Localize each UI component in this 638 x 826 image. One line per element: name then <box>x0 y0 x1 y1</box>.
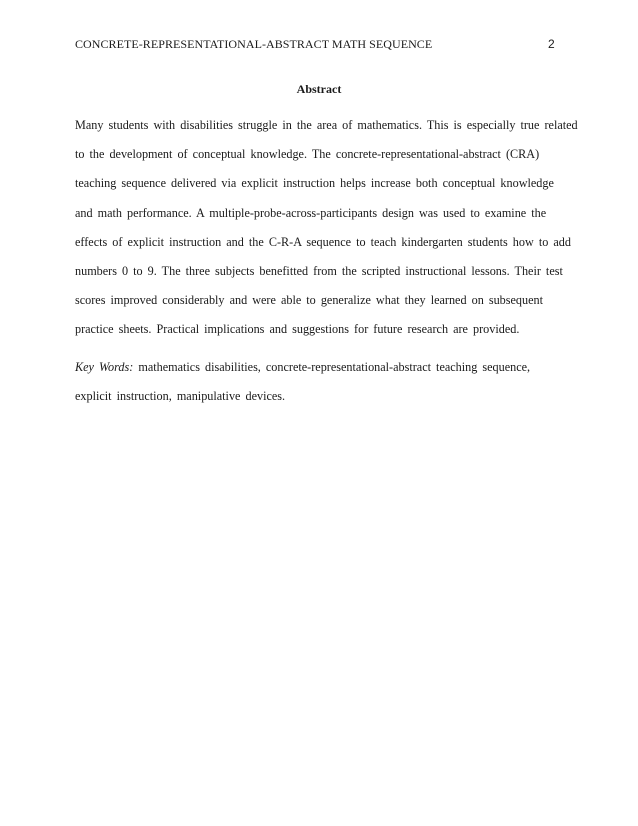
abstract-heading: Abstract <box>296 82 342 96</box>
abstract-line: and math performance. A multiple-probe-across-participants design was used to examine the <box>75 205 547 220</box>
abstract-line: effects of explicit instruction and the C-R-A sequence to teach kindergarten students how to add <box>75 234 571 249</box>
abstract-line: Many students with disabilities struggle in the area of mathematics. This is especially true related <box>75 118 578 132</box>
running-head: CONCRETE-REPRESENTATIONAL-ABSTRACT MATH SEQUENCE <box>75 37 433 51</box>
keywords-section <box>75 357 575 415</box>
abstract-body <box>75 115 578 349</box>
page-number: 2 <box>548 37 555 51</box>
abstract-line: practice sheets. Practical implications and suggestions for future research are provided. <box>75 322 520 337</box>
abstract-line: teaching sequence delivered via explicit instruction helps increase both conceptual knowledge <box>75 176 554 191</box>
abstract-line: numbers 0 to 9. The three subjects benefitted from the scripted instructional lessons. Their test <box>75 263 563 278</box>
abstract-line: scores improved considerably and were able to generalize what they learned on subsequent <box>75 293 543 308</box>
keywords-line-continued: explicit instruction, manipulative devices. <box>75 389 286 403</box>
keywords-label: Key Words: <box>75 360 134 374</box>
keywords-line <box>75 357 575 386</box>
abstract-line: to the development of conceptual knowledge. The concrete-representational-abstract (CRA) <box>75 147 540 162</box>
keywords-text: mathematics disabilities, concrete-representational-abstract teaching sequence, <box>133 360 531 374</box>
